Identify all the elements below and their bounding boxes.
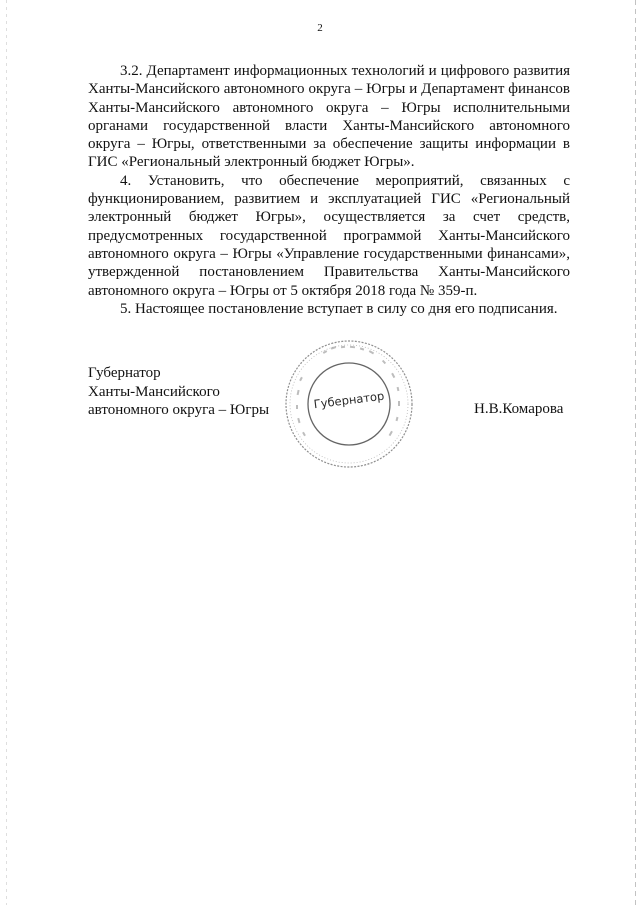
document-body — [88, 62, 570, 318]
signatory-title-line: Ханты-Мансийского — [88, 383, 220, 400]
scan-edge-right — [635, 0, 636, 905]
official-seal-stamp — [283, 338, 415, 470]
signatory-title — [88, 364, 269, 420]
paragraph-4: 4. Установить, что обеспечение мероприятий, связанных с функционированием, развитием и эксплуатацией ГИС «Региональный электронный бюджет Югры», осуществляется за счет средств, предусмотренных государственной программой Ханты-Мансийского автономного округа – Югры «Управление государственными финансами», утвержденной постановлением Правительства Ханты-Мансийского автономного округа – Югры от 5 октября 2018 года № 359-п. — [88, 172, 570, 299]
signatory-title-line: Губернатор — [88, 365, 161, 381]
seal-center-text: Губернатор — [312, 388, 386, 412]
signatory-title-line: автономного округа – Югры — [88, 402, 270, 418]
paragraph-5: 5. Настоящее постановление вступает в силу со дня его подписания. — [120, 300, 558, 317]
page-number: 2 — [317, 22, 323, 34]
signatory-name: Н.В.Комарова — [474, 401, 564, 417]
scan-edge-left — [6, 0, 7, 905]
paragraph-3-2: 3.2. Департамент информационных технологий и цифрового развития Ханты-Мансийского автономного округа – Югры и Департамент финансов Ханты-Мансийского автономного округа – Югры исполнительными органами государственной власти Ханты-Мансийского автономного округа – Югры, ответственными за обеспечение защиты информации в ГИС «Региональный электронный бюджет Югры». — [88, 63, 570, 171]
seal-border-lettering — [296, 346, 400, 436]
